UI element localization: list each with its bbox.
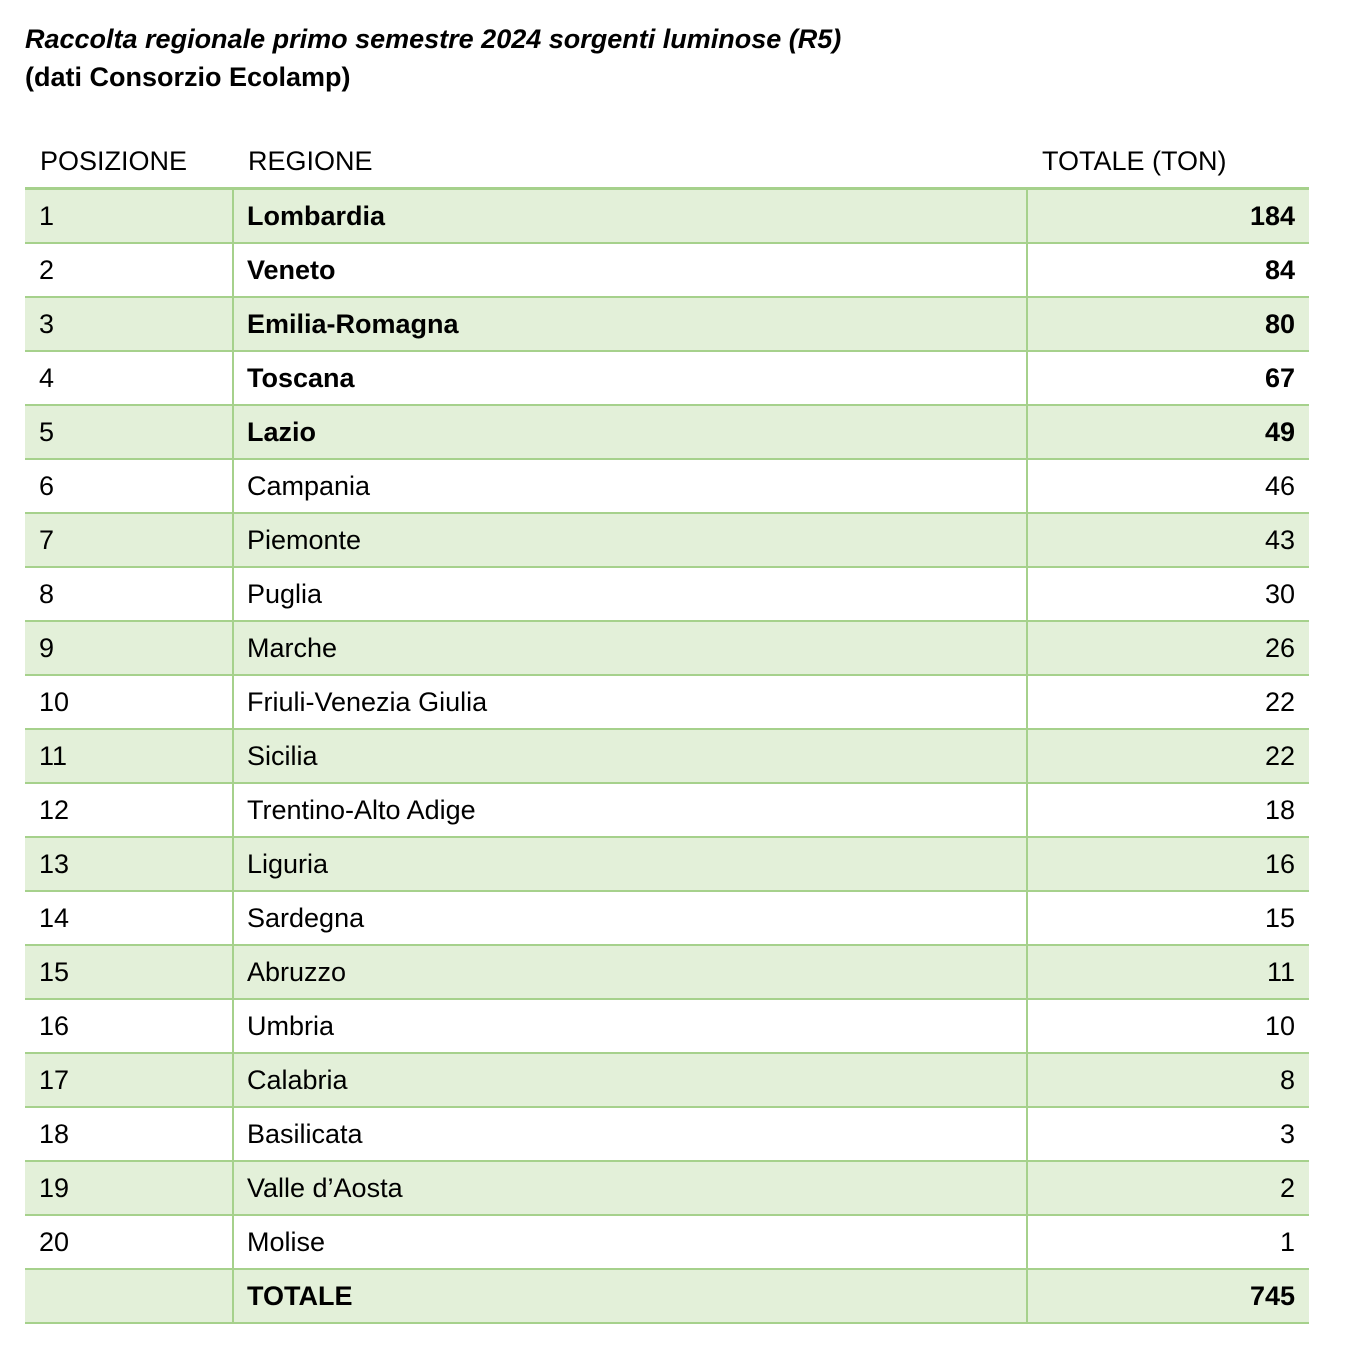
cell-position	[25, 1269, 233, 1323]
cell-region: Liguria	[233, 837, 1027, 891]
cell-position: 8	[25, 567, 233, 621]
cell-total: 745	[1027, 1269, 1309, 1323]
cell-total: 184	[1027, 189, 1309, 244]
cell-total: 43	[1027, 513, 1309, 567]
table-row	[25, 459, 1309, 513]
table-row	[25, 297, 1309, 351]
cell-region: Calabria	[233, 1053, 1027, 1107]
ranking-table	[25, 187, 1309, 1324]
cell-position: 18	[25, 1107, 233, 1161]
cell-total: 84	[1027, 243, 1309, 297]
cell-position: 4	[25, 351, 233, 405]
cell-position: 5	[25, 405, 233, 459]
cell-region: Umbria	[233, 999, 1027, 1053]
cell-region: Emilia-Romagna	[233, 297, 1027, 351]
cell-total: 22	[1027, 675, 1309, 729]
cell-region: Friuli-Venezia Giulia	[233, 675, 1027, 729]
cell-position: 9	[25, 621, 233, 675]
table-row	[25, 243, 1309, 297]
table-body	[25, 189, 1309, 1324]
cell-total: 80	[1027, 297, 1309, 351]
cell-region: Toscana	[233, 351, 1027, 405]
table-row	[25, 1107, 1309, 1161]
cell-position: 6	[25, 459, 233, 513]
cell-total: 8	[1027, 1053, 1309, 1107]
cell-region: Trentino-Alto Adige	[233, 783, 1027, 837]
table-row	[25, 513, 1309, 567]
cell-region: Basilicata	[233, 1107, 1027, 1161]
cell-total: 30	[1027, 567, 1309, 621]
cell-total: 1	[1027, 1215, 1309, 1269]
table-row	[25, 351, 1309, 405]
cell-total: 2	[1027, 1161, 1309, 1215]
cell-region: Puglia	[233, 567, 1027, 621]
cell-position: 3	[25, 297, 233, 351]
table-row	[25, 837, 1309, 891]
cell-position: 20	[25, 1215, 233, 1269]
table-header	[25, 138, 1309, 186]
table-row	[25, 891, 1309, 945]
cell-region: Valle d’Aosta	[233, 1161, 1027, 1215]
column-header-position: POSIZIONE	[40, 146, 188, 176]
cell-position: 14	[25, 891, 233, 945]
page-subtitle: (dati Consorzio Ecolamp)	[25, 62, 351, 92]
cell-total: 3	[1027, 1107, 1309, 1161]
cell-total: 16	[1027, 837, 1309, 891]
total-row	[25, 1269, 1309, 1323]
table-row	[25, 999, 1309, 1053]
cell-region: Veneto	[233, 243, 1027, 297]
cell-position: 11	[25, 729, 233, 783]
cell-position: 13	[25, 837, 233, 891]
cell-total: 11	[1027, 945, 1309, 999]
column-header-region: REGIONE	[248, 146, 373, 176]
title-block	[25, 20, 841, 96]
cell-position: 10	[25, 675, 233, 729]
page-title: Raccolta regionale primo semestre 2024 sorgenti luminose (R5)	[25, 24, 842, 54]
table-row	[25, 1053, 1309, 1107]
cell-region: TOTALE	[233, 1269, 1027, 1323]
table-row	[25, 1215, 1309, 1269]
table-row	[25, 567, 1309, 621]
cell-position: 12	[25, 783, 233, 837]
cell-region: Sicilia	[233, 729, 1027, 783]
cell-total: 46	[1027, 459, 1309, 513]
column-header-total: TOTALE (TON)	[1042, 146, 1227, 176]
table-row	[25, 189, 1309, 244]
cell-region: Lombardia	[233, 189, 1027, 244]
cell-total: 15	[1027, 891, 1309, 945]
cell-position: 2	[25, 243, 233, 297]
cell-region: Molise	[233, 1215, 1027, 1269]
cell-total: 18	[1027, 783, 1309, 837]
cell-position: 17	[25, 1053, 233, 1107]
cell-region: Piemonte	[233, 513, 1027, 567]
table-row	[25, 783, 1309, 837]
cell-region: Abruzzo	[233, 945, 1027, 999]
table-row	[25, 675, 1309, 729]
cell-total: 26	[1027, 621, 1309, 675]
cell-position: 1	[25, 189, 233, 244]
cell-position: 7	[25, 513, 233, 567]
cell-region: Lazio	[233, 405, 1027, 459]
cell-position: 15	[25, 945, 233, 999]
cell-position: 16	[25, 999, 233, 1053]
cell-region: Marche	[233, 621, 1027, 675]
table-row	[25, 729, 1309, 783]
cell-region: Sardegna	[233, 891, 1027, 945]
table-row	[25, 621, 1309, 675]
cell-total: 67	[1027, 351, 1309, 405]
cell-region: Campania	[233, 459, 1027, 513]
cell-total: 49	[1027, 405, 1309, 459]
table-row	[25, 405, 1309, 459]
table-row	[25, 945, 1309, 999]
cell-position: 19	[25, 1161, 233, 1215]
cell-total: 22	[1027, 729, 1309, 783]
table-row	[25, 1161, 1309, 1215]
cell-total: 10	[1027, 999, 1309, 1053]
